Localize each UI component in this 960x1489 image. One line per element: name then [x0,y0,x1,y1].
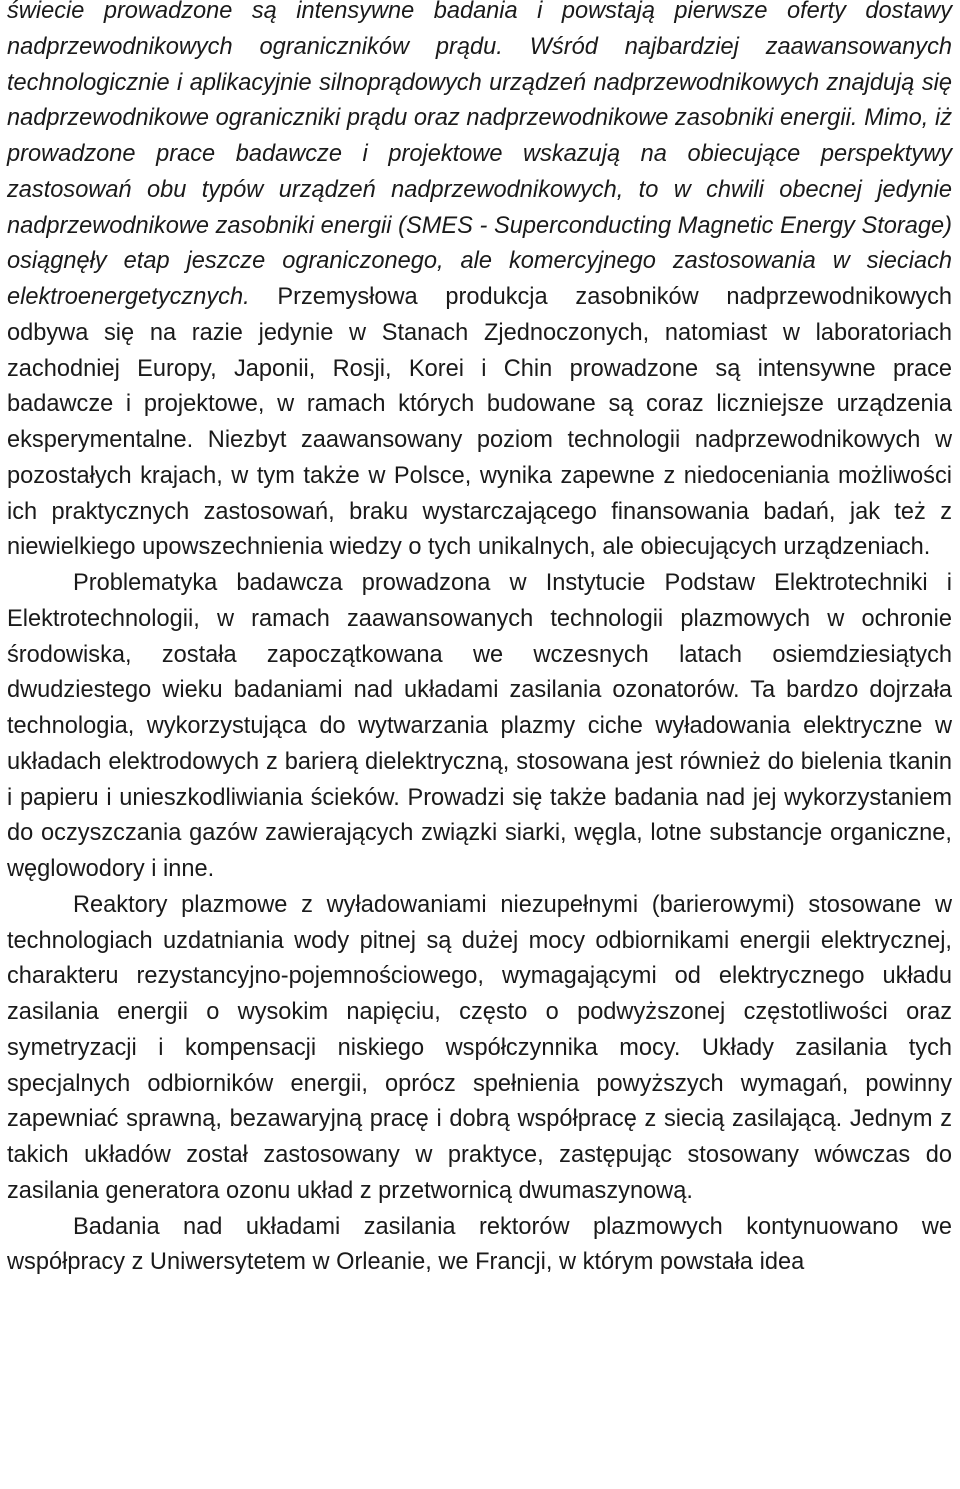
paragraph-superconducting [7,0,952,566]
paragraph-plasma-research: Problematyka badawcza prowadzona w Instytucie Podstaw Elektrotechniki i Elektrotechnologii, w ramach zaawansowanych technologii plazmowych w ochronie środowiska, została zapoczątkowana we wczesnych latach osiemdziesiątych dwudziestego wieku badaniami nad układami zasilania ozonatorów. Ta bardzo dojrzała technologia, wykorzystująca do wytwarzania plazmy ciche wyładowania elektryczne w układach elektrodowych z barierą dielektryczną, stosowana jest również do bielenia tkanin i papieru i unieszkodliwiania ścieków. Prowadzi się także badania nad jej wykorzystaniem do oczyszczania gazów zawierających związki siarki, węgla, lotne substancje organiczne, węglowodory i inne. [7,570,952,882]
paragraph-orleans-cooperation: Badania nad układami zasilania rektorów plazmowych kontynuowano we współpracy z Uniwersytetem w Orleanie, we Francji, w którym powstała idea [7,1213,952,1276]
paragraph-1-regular-body: Przemysłowa produkcja zasobników nadprzewodnikowych odbywa się na razie jedynie w Stanach Zjednoczonych, natomiast w laboratoriach zachodniej Europy, Japonii, Rosji, Korei i Chin prowadzone są intensywne prace badawcze i projektowe, w ramach których budowane są coraz liczniejsze urządzenia eksperymentalne. Niezbyt zaawansowany poziom technologii nadprzewodnikowych w pozostałych krajach, w tym także w Polsce, wynika zapewne z niedoceniania możliwości ich praktycznych zastosowań, braku wystarczającego finansowania badań, jak też z niewielkiego upowszechnienia wiedzy o tych unikalnych, ale obiecujących urządzeniach. [7,284,952,561]
paragraph-plasma-reactors: Reaktory plazmowe z wyładowaniami niezupełnymi (barierowymi) stosowane w technologiach uzdatniania wody pitnej są dużej mocy odbiornikami energii elektrycznej, charakteru rezystancyjno-pojemnościowego, wymagającymi od elektrycznego układu zasilania energii o wysokim napięciu, często o podwyższonej częstotliwości oraz symetryzacji i kompensacji niskiego współczynnika mocy. Układy zasilania tych specjalnych odbiorników energii, oprócz spełnienia powyższych wymagań, powinny zapewniać sprawną, bezawaryjną pracę i dobrą współpracę z siecią zasilającą. Jednym z takich układów został zastosowany w praktyce, zastępując stosowany wówczas do zasilania generatora ozonu układ z przetwornicą dwumaszynową. [7,891,952,1204]
paragraph-1-italic-body: Wśród najbardziej zaawansowanych technologicznie i aplikacyjnie silnoprądowych urządzeń nadprzewodnikowych znajdują się nadprzewodnikowe ograniczniki prądu oraz nadprzewodnikowe zasobniki energii. Mimo, iż prowadzone prace badawcze i projektowe wskazują na obiecujące perspektywy zastosowań obu typów urządzeń nadprzewodnikowych, to w chwili obecnej jedynie nadprzewodnikowe zasobniki energii (SMES - Superconducting Magnetic Energy Storage) osiągnęły etap jeszcze ograniczonego, ale komercyjnego zastosowania w sieciach elektroenergetycznych. [7,33,952,310]
paragraph-1-italic-lead: świecie prowadzone są intensywne badania i powstają pierwsze oferty dostawy nadprzewodnikowych ograniczników prądu. [7,0,952,60]
